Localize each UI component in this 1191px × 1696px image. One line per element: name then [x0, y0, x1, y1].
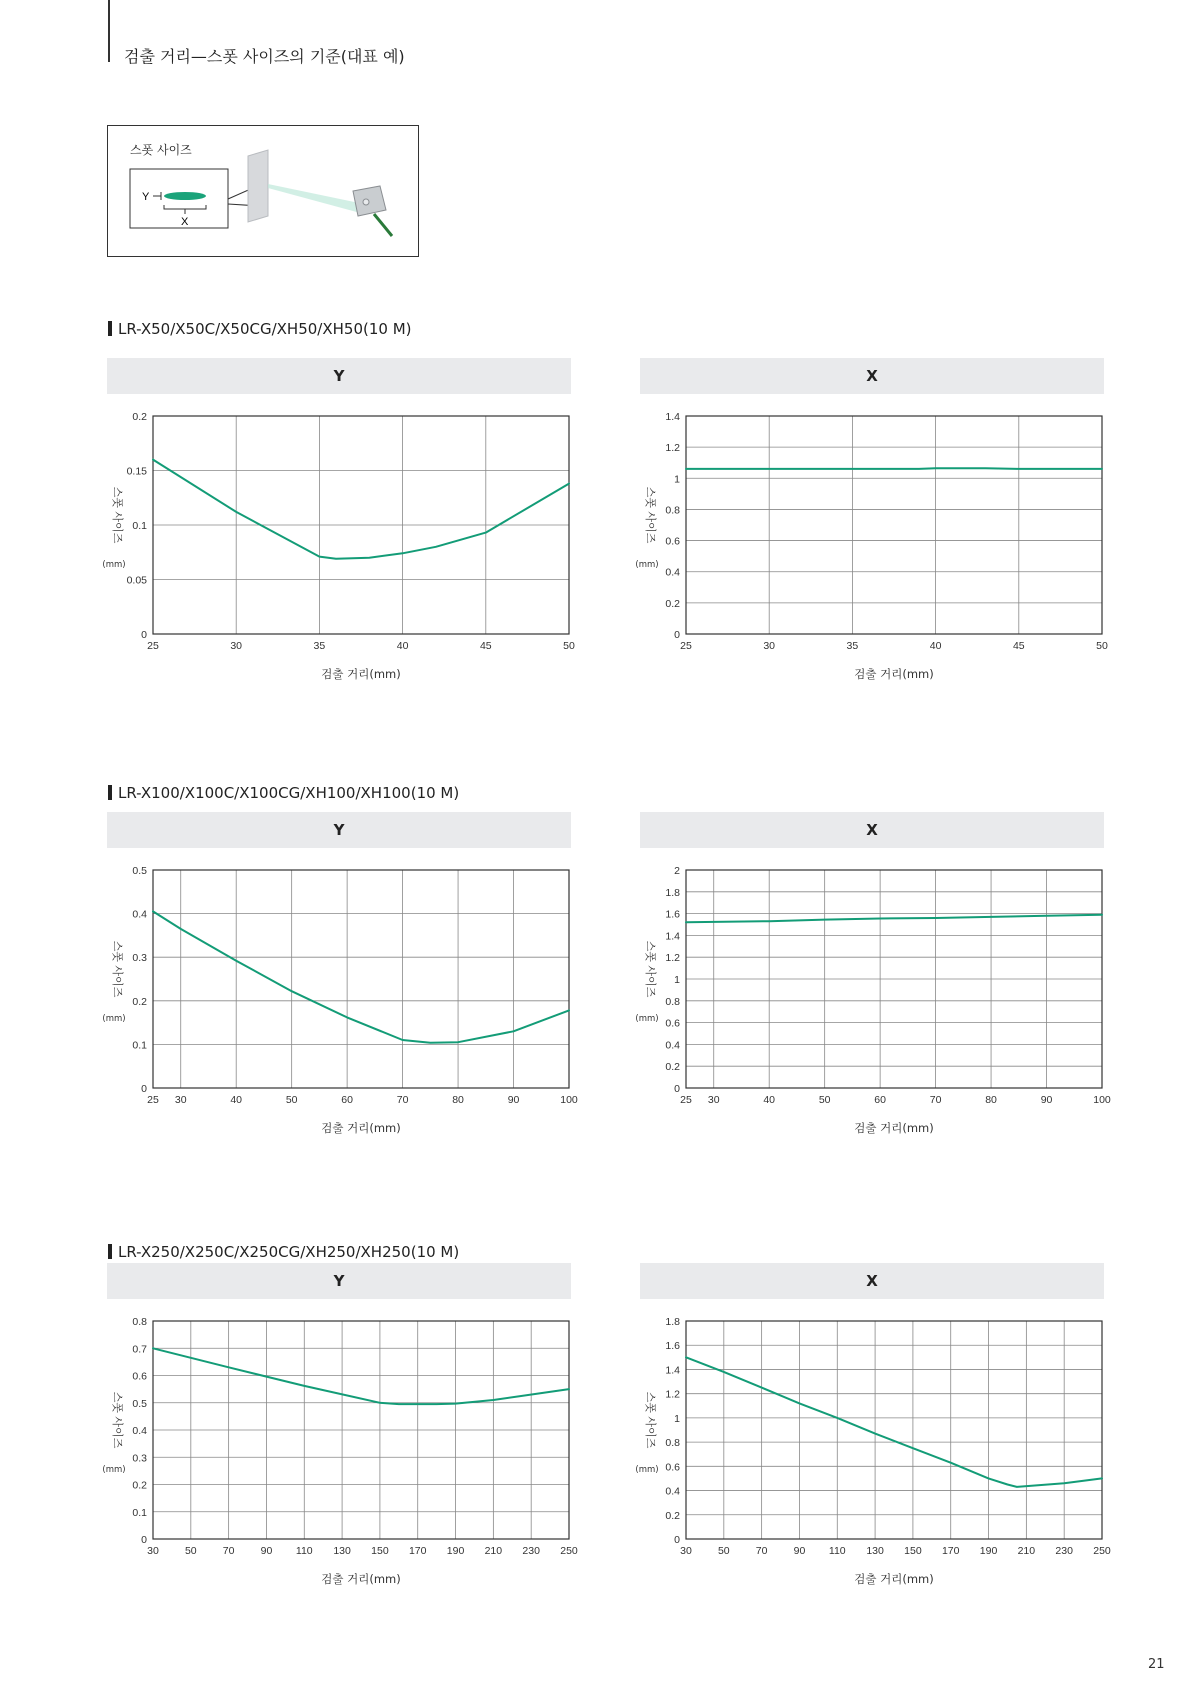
x-tick-label: 230 — [522, 1545, 540, 1557]
x-tick-label: 40 — [763, 1094, 776, 1106]
y-tick-label: 0.8 — [665, 1437, 680, 1450]
y-tick-label: 1.4 — [665, 411, 680, 423]
y-tick-label: 0.6 — [132, 1370, 147, 1383]
y-axis-unit: (mm) — [102, 1465, 126, 1475]
x-tick-label: 50 — [818, 1094, 831, 1106]
x-tick-label: 110 — [828, 1545, 846, 1557]
chart-canvas — [635, 394, 1108, 698]
x-tick-label: 45 — [1012, 640, 1025, 652]
x-axis-label: 검출 거리(mm) — [854, 1121, 934, 1135]
section-title-x100 — [108, 784, 459, 802]
chart-canvas — [102, 394, 575, 698]
x-tick-label: 250 — [560, 1545, 578, 1557]
x-axis-label: 검출 거리(mm) — [854, 667, 934, 681]
plot-frame — [153, 870, 569, 1088]
y-axis-label: 스폿 사이즈 — [644, 486, 657, 544]
x-tick-label: 30 — [680, 1545, 692, 1557]
plot-frame — [686, 1321, 1102, 1539]
page-number: 21 — [1148, 1657, 1165, 1672]
chart-title: Y — [107, 1263, 571, 1299]
y-tick-label: 1.4 — [665, 1364, 680, 1377]
y-tick-label: 1.2 — [665, 442, 680, 455]
x-tick-label: 25 — [147, 1094, 159, 1106]
chart-canvas — [635, 848, 1111, 1152]
x-tick-label: 70 — [755, 1545, 768, 1557]
y-tick-label: 0.7 — [132, 1343, 147, 1356]
chart-title: Y — [107, 358, 571, 394]
x-tick-label: 190 — [446, 1545, 465, 1557]
chart-x250-y — [102, 1263, 578, 1603]
y-tick-label: 0 — [141, 1083, 147, 1095]
y-tick-label: 0.4 — [132, 1425, 147, 1437]
diagram-y-label: Y — [142, 191, 150, 203]
y-tick-label: 0.2 — [132, 1479, 147, 1492]
x-tick-label: 250 — [1093, 1545, 1111, 1557]
laser-beam — [268, 184, 364, 214]
diagram-x-label: X — [181, 216, 189, 228]
x-tick-label: 150 — [904, 1545, 922, 1557]
x-tick-label: 30 — [174, 1094, 187, 1106]
x-tick-label: 150 — [371, 1545, 389, 1557]
header-rule — [108, 0, 110, 62]
y-tick-label: 1.2 — [665, 952, 680, 965]
series-line — [686, 1357, 1102, 1487]
sensor-icon — [353, 186, 392, 236]
x-tick-label: 80 — [985, 1094, 997, 1106]
x-tick-label: 30 — [707, 1094, 720, 1106]
y-tick-label: 0.1 — [132, 1506, 147, 1519]
series-line — [686, 468, 1102, 469]
x-tick-label: 190 — [979, 1545, 998, 1557]
y-tick-label: 0.05 — [126, 574, 147, 587]
chart-x100-x — [635, 812, 1111, 1152]
y-tick-label: 0.3 — [132, 1452, 147, 1465]
y-tick-label: 0 — [674, 1534, 680, 1546]
x-tick-label: 30 — [147, 1545, 159, 1557]
series-line — [153, 1348, 569, 1404]
y-tick-label: 0.15 — [126, 465, 147, 478]
x-tick-label: 80 — [452, 1094, 464, 1106]
x-tick-label: 100 — [1093, 1094, 1111, 1106]
chart-title: Y — [107, 812, 571, 848]
chart-canvas — [635, 1299, 1111, 1603]
page-title: 검출 거리—스폿 사이즈의 기준(대표 예) — [124, 47, 405, 66]
x-tick-label: 35 — [313, 640, 326, 652]
x-axis-label: 검출 거리(mm) — [321, 667, 401, 681]
x-tick-label: 40 — [230, 1094, 243, 1106]
target-plate — [248, 150, 268, 222]
x-tick-label: 130 — [866, 1545, 884, 1557]
x-tick-label: 100 — [560, 1094, 578, 1106]
x-tick-label: 40 — [929, 640, 942, 652]
x-tick-label: 50 — [717, 1545, 730, 1557]
x-tick-label: 230 — [1055, 1545, 1073, 1557]
y-tick-label: 1 — [674, 1412, 680, 1425]
x-tick-label: 90 — [793, 1545, 806, 1557]
section-mark — [108, 1244, 112, 1259]
plot-frame — [686, 416, 1102, 634]
section-title-text: LR-X50/X50C/X50CG/XH50/XH50(10 M) — [118, 320, 412, 338]
x-tick-label: 30 — [763, 640, 776, 652]
y-tick-label: 1.8 — [665, 1316, 680, 1328]
x-axis-label: 검출 거리(mm) — [321, 1572, 401, 1586]
y-axis-unit: (mm) — [635, 1465, 659, 1475]
y-axis-label: 스폿 사이즈 — [111, 940, 124, 998]
y-tick-label: 1.4 — [665, 930, 680, 943]
y-tick-label: 0.6 — [665, 1017, 680, 1030]
y-axis-label: 스폿 사이즈 — [111, 1391, 124, 1449]
y-axis-unit: (mm) — [635, 560, 659, 570]
diagram-illustration — [108, 126, 418, 256]
chart-canvas — [102, 1299, 578, 1603]
y-tick-label: 0.4 — [132, 908, 147, 921]
y-tick-label: 1.6 — [665, 1340, 680, 1353]
chart-title: X — [640, 812, 1104, 848]
x-tick-label: 60 — [341, 1094, 353, 1106]
series-line — [153, 911, 569, 1042]
x-tick-label: 40 — [396, 640, 409, 652]
y-tick-label: 0.2 — [132, 995, 147, 1008]
y-tick-label: 0.5 — [132, 1397, 147, 1410]
y-tick-label: 0.2 — [665, 597, 680, 610]
y-tick-label: 0.4 — [665, 1485, 680, 1498]
x-axis-label: 검출 거리(mm) — [854, 1572, 934, 1586]
x-tick-label: 25 — [680, 1094, 692, 1106]
x-tick-label: 25 — [147, 640, 159, 652]
y-tick-label: 0 — [674, 629, 680, 641]
x-tick-label: 70 — [396, 1094, 409, 1106]
y-tick-label: 0.6 — [665, 1461, 680, 1474]
chart-x100-y — [102, 812, 578, 1152]
y-tick-label: 1.6 — [665, 908, 680, 921]
section-title-text: LR-X100/X100C/X100CG/XH100/XH100(10 M) — [118, 784, 460, 802]
x-tick-label: 130 — [333, 1545, 351, 1557]
section-mark — [108, 785, 112, 800]
y-tick-label: 1 — [674, 974, 680, 986]
y-tick-label: 0.2 — [665, 1061, 680, 1074]
x-tick-label: 50 — [285, 1094, 298, 1106]
spot-size-diagram — [107, 125, 419, 257]
x-tick-label: 110 — [295, 1545, 313, 1557]
chart-title: X — [640, 358, 1104, 394]
chart-x250-x — [635, 1263, 1111, 1603]
y-axis-unit: (mm) — [102, 560, 126, 570]
section-title-x50 — [108, 320, 412, 338]
y-tick-label: 0.8 — [665, 504, 680, 517]
chart-canvas — [102, 848, 578, 1152]
y-tick-label: 0 — [674, 1083, 680, 1095]
x-tick-label: 35 — [846, 640, 859, 652]
x-tick-label: 60 — [874, 1094, 886, 1106]
chart-x50-x — [635, 358, 1108, 698]
y-axis-label: 스폿 사이즈 — [644, 940, 657, 998]
y-tick-label: 0.5 — [132, 865, 147, 877]
y-axis-label: 스폿 사이즈 — [111, 486, 124, 544]
y-tick-label: 0.6 — [665, 535, 680, 548]
x-tick-label: 50 — [563, 640, 575, 652]
y-axis-unit: (mm) — [635, 1014, 659, 1024]
section-title-x250 — [108, 1243, 459, 1261]
y-tick-label: 1.2 — [665, 1388, 680, 1401]
y-tick-label: 0 — [141, 1534, 147, 1546]
y-tick-label: 0.4 — [665, 1039, 680, 1052]
section-title-text: LR-X250/X250C/X250CG/XH250/XH250(10 M) — [118, 1243, 460, 1261]
x-tick-label: 25 — [680, 640, 692, 652]
x-tick-label: 210 — [484, 1545, 503, 1557]
y-axis-label: 스폿 사이즈 — [644, 1391, 657, 1449]
diagram-title: 스폿 사이즈 — [130, 143, 192, 157]
y-tick-label: 0.2 — [132, 411, 147, 423]
y-tick-label: 0.4 — [665, 566, 680, 579]
x-axis-label: 검출 거리(mm) — [321, 1121, 401, 1135]
y-tick-label: 2 — [674, 865, 680, 877]
y-tick-label: 0.1 — [132, 1039, 147, 1052]
x-tick-label: 45 — [479, 640, 492, 652]
y-tick-label: 0.3 — [132, 952, 147, 965]
y-tick-label: 0.1 — [132, 520, 147, 532]
x-tick-label: 210 — [1017, 1545, 1036, 1557]
x-tick-label: 90 — [1040, 1094, 1053, 1106]
y-tick-label: 0 — [141, 629, 147, 641]
chart-x50-y — [102, 358, 575, 698]
x-tick-label: 50 — [184, 1545, 197, 1557]
series-line — [153, 460, 569, 559]
y-tick-label: 0.2 — [665, 1509, 680, 1522]
x-tick-label: 90 — [507, 1094, 520, 1106]
y-axis-unit: (mm) — [102, 1014, 126, 1024]
x-tick-label: 30 — [230, 640, 243, 652]
y-tick-label: 0.8 — [665, 995, 680, 1008]
x-tick-label: 70 — [222, 1545, 235, 1557]
y-tick-label: 1.8 — [665, 886, 680, 899]
x-tick-label: 170 — [941, 1545, 960, 1557]
chart-title: X — [640, 1263, 1104, 1299]
series-line — [686, 915, 1102, 923]
spot-ellipse — [164, 192, 206, 200]
y-tick-label: 0.8 — [132, 1316, 147, 1328]
x-tick-label: 90 — [260, 1545, 273, 1557]
x-tick-label: 170 — [408, 1545, 427, 1557]
x-tick-label: 50 — [1096, 640, 1108, 652]
x-tick-label: 70 — [929, 1094, 942, 1106]
section-mark — [108, 321, 112, 336]
y-tick-label: 1 — [674, 473, 680, 486]
